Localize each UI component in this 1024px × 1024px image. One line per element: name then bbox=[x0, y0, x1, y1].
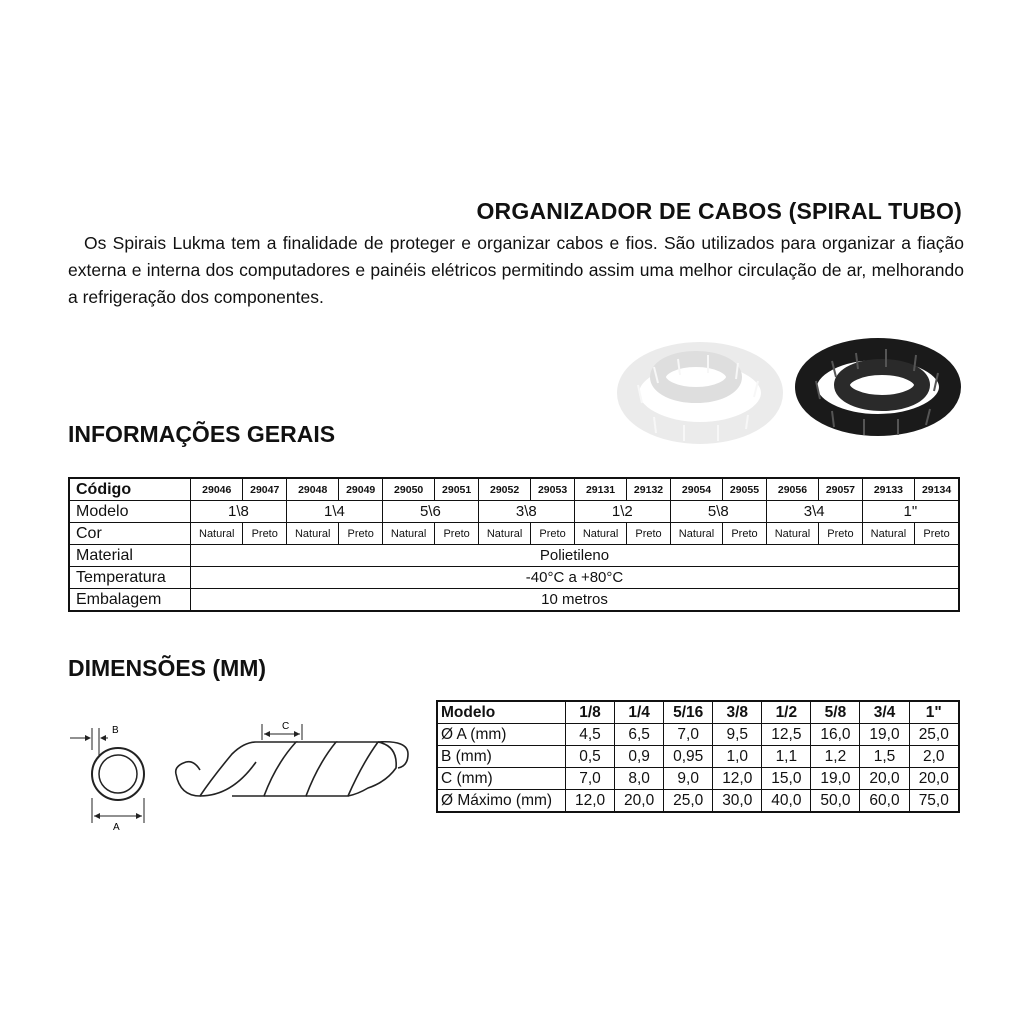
codigo-cell: 29131 bbox=[574, 478, 626, 501]
dim-cell: 12,0 bbox=[566, 790, 615, 813]
table-row bbox=[437, 746, 959, 768]
table-row bbox=[437, 768, 959, 790]
dim-cell: 19,0 bbox=[860, 724, 909, 746]
codigo-cell: 29051 bbox=[435, 478, 478, 501]
codigo-cell: 29048 bbox=[286, 478, 338, 501]
dim-cell: 25,0 bbox=[909, 724, 959, 746]
cor-cell: Preto bbox=[819, 523, 862, 545]
material-label: Material bbox=[69, 545, 191, 567]
modelo-cell: 1" bbox=[862, 501, 959, 523]
codigo-cell: 29057 bbox=[819, 478, 862, 501]
dimensions-heading: DIMENSÕES (MM) bbox=[68, 655, 267, 681]
page-title: ORGANIZADOR DE CABOS (SPIRAL TUBO) bbox=[476, 198, 962, 224]
cor-cell: Natural bbox=[191, 523, 243, 545]
dim-header-cell: 1/8 bbox=[566, 701, 615, 724]
table-row bbox=[437, 724, 959, 746]
dim-cell: 50,0 bbox=[811, 790, 860, 813]
codigo-cell: 29052 bbox=[478, 478, 530, 501]
codigo-cell: 29050 bbox=[382, 478, 434, 501]
codigo-cell: 29132 bbox=[627, 478, 670, 501]
cor-cell: Preto bbox=[627, 523, 670, 545]
codigo-cell: 29054 bbox=[670, 478, 722, 501]
modelo-cell: 1\4 bbox=[286, 501, 382, 523]
dim-cell: 7,0 bbox=[566, 768, 615, 790]
dim-cell: 2,0 bbox=[909, 746, 959, 768]
temperatura-value: -40°C a +80°C bbox=[191, 567, 960, 589]
codigo-label: Código bbox=[69, 478, 191, 501]
table-row bbox=[69, 478, 959, 501]
codigo-cell: 29056 bbox=[766, 478, 818, 501]
cor-cell: Natural bbox=[478, 523, 530, 545]
table-row bbox=[69, 501, 959, 523]
spiral-diagram bbox=[172, 718, 412, 808]
dim-cell: 30,0 bbox=[713, 790, 762, 813]
dim-cell: 1,2 bbox=[811, 746, 860, 768]
cor-cell: Preto bbox=[723, 523, 766, 545]
dim-cell: 0,5 bbox=[566, 746, 615, 768]
dim-cell: 15,0 bbox=[762, 768, 811, 790]
table-row bbox=[69, 589, 959, 612]
cor-cell: Natural bbox=[862, 523, 914, 545]
cor-cell: Preto bbox=[435, 523, 478, 545]
dim-header-cell: 5/8 bbox=[811, 701, 860, 724]
black-spiral-photo bbox=[790, 325, 970, 455]
cor-cell: Preto bbox=[243, 523, 286, 545]
dim-cell: 20,0 bbox=[909, 768, 959, 790]
cor-cell: Natural bbox=[286, 523, 338, 545]
modelo-cell: 3\4 bbox=[766, 501, 862, 523]
dim-cell: 60,0 bbox=[860, 790, 909, 813]
cross-section-diagram bbox=[62, 718, 172, 838]
modelo-cell: 5\6 bbox=[382, 501, 478, 523]
codigo-cell: 29133 bbox=[862, 478, 914, 501]
dim-row-label: C (mm) bbox=[437, 768, 566, 790]
dim-cell: 19,0 bbox=[811, 768, 860, 790]
dim-cell: 6,5 bbox=[615, 724, 664, 746]
table-row bbox=[69, 545, 959, 567]
dim-row-label: Ø A (mm) bbox=[437, 724, 566, 746]
intro-paragraph: Os Spirais Lukma tem a finalidade de proteger e organizar cabos e fios. São utilizados para organizar a fiação externa e interna dos computadores e painéis elétricos permitindo assim uma melhor circulação de ar, melhorando a refrigeração dos componentes. bbox=[68, 233, 964, 307]
dim-cell: 40,0 bbox=[762, 790, 811, 813]
cor-cell: Preto bbox=[339, 523, 382, 545]
general-info-table bbox=[68, 477, 960, 612]
dim-cell: 12,5 bbox=[762, 724, 811, 746]
dim-cell: 8,0 bbox=[615, 768, 664, 790]
embalagem-label: Embalagem bbox=[69, 589, 191, 612]
dim-row-label: B (mm) bbox=[437, 746, 566, 768]
dim-cell: 0,9 bbox=[615, 746, 664, 768]
codigo-cell: 29053 bbox=[531, 478, 574, 501]
table-row bbox=[69, 567, 959, 589]
codigo-cell: 29049 bbox=[339, 478, 382, 501]
modelo-cell: 1\2 bbox=[574, 501, 670, 523]
dim-header-cell: 5/16 bbox=[664, 701, 713, 724]
modelo-cell: 3\8 bbox=[478, 501, 574, 523]
dim-header-cell: 1/2 bbox=[762, 701, 811, 724]
table-row bbox=[437, 790, 959, 813]
dim-cell: 20,0 bbox=[860, 768, 909, 790]
dim-cell: 7,0 bbox=[664, 724, 713, 746]
cor-label: Cor bbox=[69, 523, 191, 545]
modelo-label: Modelo bbox=[69, 501, 191, 523]
dim-header-cell: 1/4 bbox=[615, 701, 664, 724]
modelo-cell: 5\8 bbox=[670, 501, 766, 523]
dim-header-cell: 1" bbox=[909, 701, 959, 724]
dim-cell: 9,5 bbox=[713, 724, 762, 746]
dim-header-cell: 3/8 bbox=[713, 701, 762, 724]
cor-cell: Natural bbox=[574, 523, 626, 545]
dim-cell: 1,0 bbox=[713, 746, 762, 768]
dim-cell: 75,0 bbox=[909, 790, 959, 813]
table-row bbox=[437, 701, 959, 724]
dimensions-table bbox=[436, 700, 960, 813]
dim-cell: 12,0 bbox=[713, 768, 762, 790]
codigo-cell: 29047 bbox=[243, 478, 286, 501]
dim-cell: 0,95 bbox=[664, 746, 713, 768]
material-value: Polietileno bbox=[191, 545, 960, 567]
dim-row-label: Ø Máximo (mm) bbox=[437, 790, 566, 813]
dim-cell: 25,0 bbox=[664, 790, 713, 813]
codigo-cell: 29134 bbox=[915, 478, 959, 501]
dim-cell: 20,0 bbox=[615, 790, 664, 813]
cor-cell: Natural bbox=[766, 523, 818, 545]
table-row bbox=[69, 523, 959, 545]
general-info-heading: INFORMAÇÕES GERAIS bbox=[68, 421, 336, 447]
dim-header-cell: 3/4 bbox=[860, 701, 909, 724]
label-a: A bbox=[113, 822, 120, 833]
dim-cell: 16,0 bbox=[811, 724, 860, 746]
embalagem-value: 10 metros bbox=[191, 589, 960, 612]
cor-cell: Preto bbox=[915, 523, 959, 545]
codigo-cell: 29055 bbox=[723, 478, 766, 501]
label-b: B bbox=[112, 725, 119, 736]
cor-cell: Preto bbox=[531, 523, 574, 545]
cor-cell: Natural bbox=[670, 523, 722, 545]
dim-cell: 1,1 bbox=[762, 746, 811, 768]
codigo-cell: 29046 bbox=[191, 478, 243, 501]
modelo-cell: 1\8 bbox=[191, 501, 287, 523]
cor-cell: Natural bbox=[382, 523, 434, 545]
dim-cell: 1,5 bbox=[860, 746, 909, 768]
dim-cell: 4,5 bbox=[566, 724, 615, 746]
dim-cell: 9,0 bbox=[664, 768, 713, 790]
label-c: C bbox=[282, 721, 290, 732]
dim-header-label: Modelo bbox=[437, 701, 566, 724]
temperatura-label: Temperatura bbox=[69, 567, 191, 589]
white-spiral-photo bbox=[608, 325, 788, 455]
